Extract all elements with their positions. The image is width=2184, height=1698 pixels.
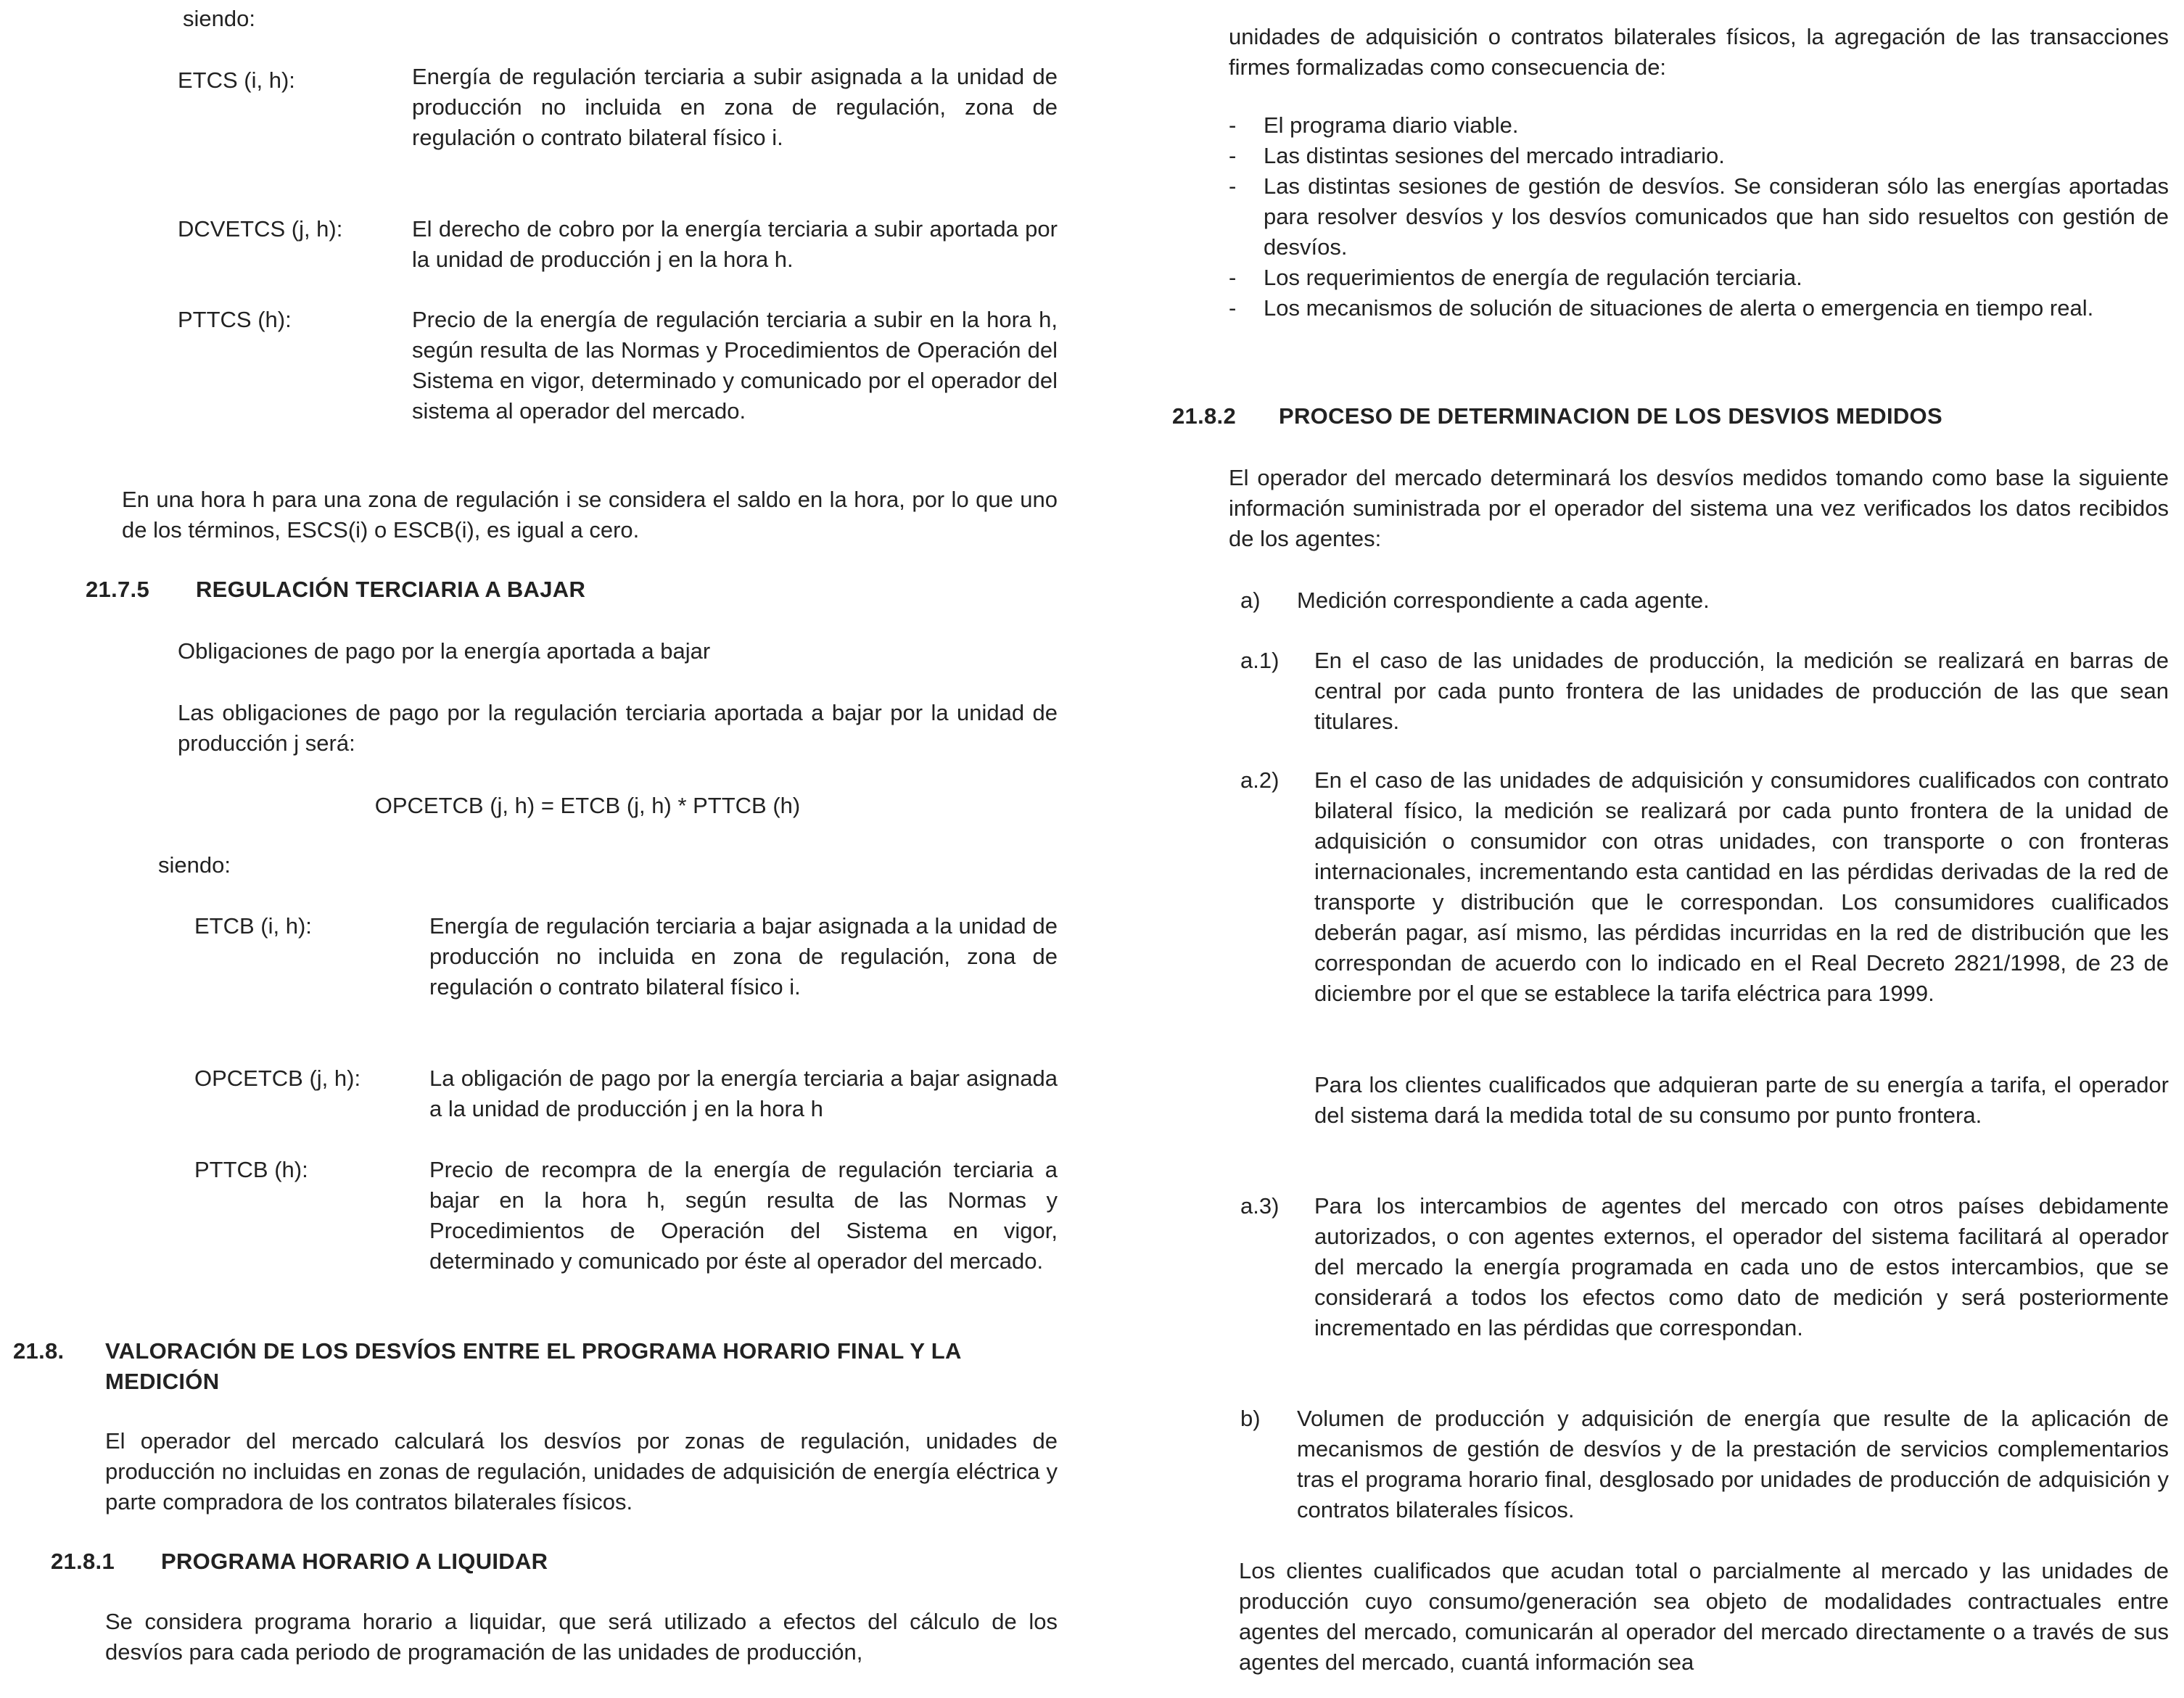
section-number: 21.8. [13, 1338, 65, 1364]
paragraph: Los clientes cualificados que acudan total o parcialmente al mercado y las unidades de producción cuyo consumo/generación sea objeto de modalidades contractuales entre agentes del mercado, comunicarán al operador del mercado directamente o a través de sus agentes del mercado, cuantá información sea [1239, 1558, 2169, 1675]
section-title: PROCESO DE DETERMINACION DE LOS DESVIOS MEDIDOS [1279, 403, 1942, 429]
section-number: 21.8.2 [1172, 403, 1236, 429]
item-label: a.1) [1240, 648, 1280, 673]
list-item: - Los requerimientos de energía de regulación terciaria. [1229, 263, 2169, 293]
list-item: - El programa diario viable. [1229, 110, 2169, 141]
def-desc: El derecho de cobro por la energía terciaria a subir aportada por la unidad de producción j en la hora h. [412, 216, 1058, 272]
paragraph: El operador del mercado calculará los desvíos por zonas de regulación, unidades de producción no incluidas en zonas de regulación, unidades de adquisición de energía eléctrica y parte compradora de los contratos bilaterales físicos. [105, 1428, 1058, 1514]
def-term: ETCB (i, h): [194, 913, 312, 939]
item-text: Volumen de producción y adquisición de energía que resulte de la aplicación de mecanismos de gestión de desvíos y de la prestación de servicios complementarios tras el programa horario final, desglosado por unidades de producción de adquisición y contratos bilaterales físicos. [1297, 1406, 2169, 1522]
paragraph: Para los clientes cualificados que adquieran parte de su energía a tarifa, el operador del sistema dará la medida total de su consumo por punto frontera. [1314, 1072, 2169, 1128]
section-title: REGULACIÓN TERCIARIA A BAJAR [196, 577, 586, 602]
bullet-list [1229, 110, 2169, 323]
section-number: 21.8.1 [51, 1549, 115, 1574]
item-text: En el caso de las unidades de producción, la medición se realizará en barras de central por cada punto frontera de las unidades de producción de las que sean titulares. [1314, 648, 2169, 734]
item-text: Medición correspondiente a cada agente. [1297, 588, 1710, 613]
def-desc: La obligación de pago por la energía terciaria a bajar asignada a la unidad de producción j en la hora h [429, 1066, 1058, 1121]
section-number: 21.7.5 [86, 577, 149, 602]
paragraph: unidades de adquisición o contratos bilaterales físicos, la agregación de las transacciones firmes formalizadas como consecuencia de: [1229, 24, 2169, 80]
list-item: - Las distintas sesiones del mercado intradiario. [1229, 141, 2169, 171]
siendo-label: siendo: [183, 6, 255, 31]
paragraph: En una hora h para una zona de regulación i se considera el saldo en la hora, por lo que uno de los términos, ESCS(i) o ESCB(i), es igual a cero. [122, 487, 1058, 543]
section-title: VALORACIÓN DE LOS DESVÍOS ENTRE EL PROGRAMA HORARIO FINAL Y LA MEDICIÓN [105, 1338, 961, 1394]
list-item: - Los mecanismos de solución de situaciones de alerta o emergencia en tiempo real. [1229, 293, 2169, 323]
paragraph: Se considera programa horario a liquidar, que será utilizado a efectos del cálculo de los desvíos para cada periodo de programación de las unidades de producción, [105, 1609, 1058, 1665]
paragraph: Obligaciones de pago por la energía aportada a bajar [178, 638, 711, 664]
def-term: ETCS (i, h): [178, 67, 295, 93]
formula: OPCETCB (j, h) = ETCB (j, h) * PTTCB (h) [374, 793, 801, 818]
def-term: DCVETCS (j, h): [178, 216, 343, 242]
item-label: a.2) [1240, 767, 1280, 793]
item-text: Para los intercambios de agentes del mercado con otros países debidamente autorizados, o con agentes externos, el operador del sistema facilitará al operador del mercado la energía programada en cada uno de estos intercambios, que se considerará a todos los efectos como dato de medición y será posteriormente incrementado en las pérdidas que correspondan. [1314, 1193, 2169, 1340]
def-desc: Energía de regulación terciaria a subir asignada a la unidad de producción no incluida en zona de regulación, zona de regulación o contrato bilateral físico i. [412, 64, 1058, 150]
def-term: PTTCS (h): [178, 307, 292, 332]
section-title: PROGRAMA HORARIO A LIQUIDAR [161, 1549, 548, 1574]
paragraph: Las obligaciones de pago por la regulación terciaria aportada a bajar por la unidad de producción j será: [178, 700, 1058, 756]
item-label: a) [1240, 588, 1261, 613]
siendo-label: siendo: [158, 852, 231, 878]
def-term: PTTCB (h): [194, 1157, 308, 1182]
def-term: OPCETCB (j, h): [194, 1066, 361, 1091]
item-label: b) [1240, 1406, 1261, 1431]
def-desc: Precio de la energía de regulación terciaria a subir en la hora h, según resulta de las Normas y Procedimientos de Operación del Sistema en vigor, determinado y comunicado por el operador del sistema al operador del mercado. [412, 307, 1058, 424]
def-desc: Precio de recompra de la energía de regulación terciaria a bajar en la hora h, según resulta de las Normas y Procedimientos de Operación del Sistema en vigor, determinado y comunicado por éste al operador del mercado. [429, 1157, 1058, 1274]
item-text: En el caso de las unidades de adquisición y consumidores cualificados con contrato bilateral físico, la medición se realizará por cada punto frontera de la unidad de adquisición o consumidor con otras unidades, con transporte o con fronteras internacionales, incrementando esta cantidad en las pérdidas derivadas de la red de transporte y distribución que le correspondan. Los consumidores cualificados deberán pagar, así mismo, las pérdidas incurridas en la red de distribución que les correspondan de acuerdo con lo indicado en el Real Decreto 2821/1998, de 23 de diciembre por el que se establece la tarifa eléctrica para 1999. [1314, 767, 2169, 1006]
def-desc: Energía de regulación terciaria a bajar asignada a la unidad de producción no incluida en zona de regulación, zona de regulación o contrato bilateral físico i. [429, 913, 1058, 1000]
item-label: a.3) [1240, 1193, 1280, 1219]
list-item: - Las distintas sesiones de gestión de desvíos. Se consideran sólo las energías aportadas para resolver desvíos y los desvíos comunicados que han sido resueltos con gestión de desvíos. [1229, 171, 2169, 263]
paragraph: El operador del mercado determinará los desvíos medidos tomando como base la siguiente información suministrada por el operador del sistema una vez verificados los datos recibidos de los agentes: [1229, 465, 2169, 551]
